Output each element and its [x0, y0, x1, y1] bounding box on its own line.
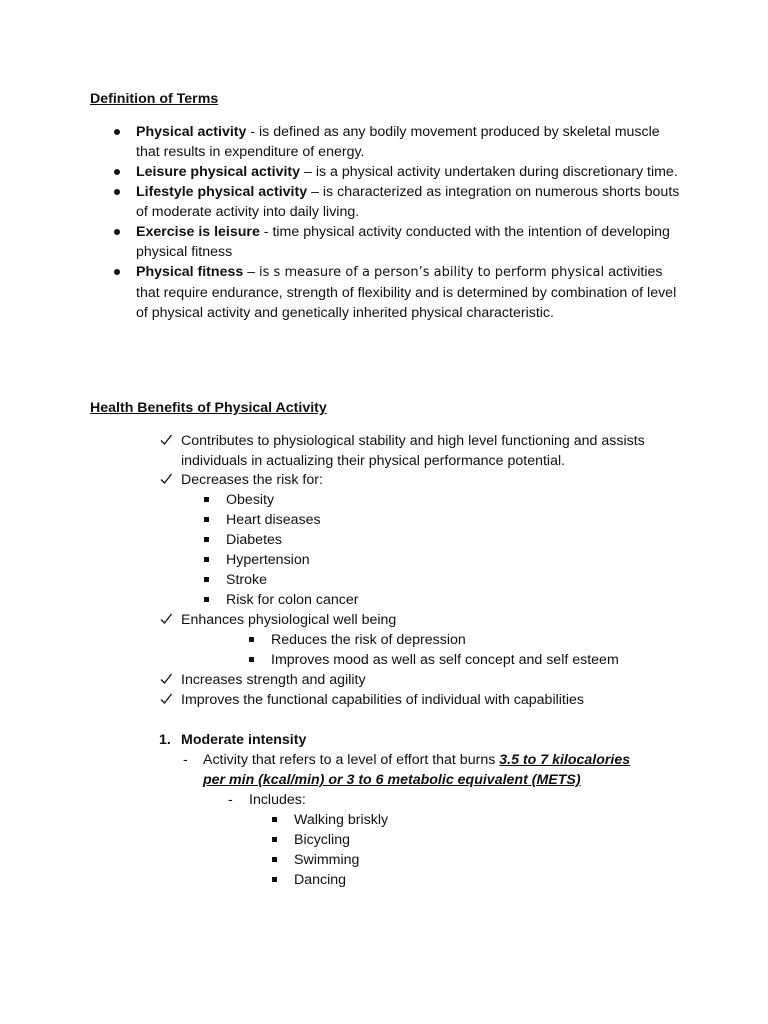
definition-term: Leisure physical activity: [136, 164, 301, 180]
benefit-text: Contributes to physiological stability and high level functioning and assists: [181, 433, 645, 449]
moderate-description: [203, 750, 630, 770]
definition-term: Physical fitness: [136, 264, 244, 280]
list-number: 1.: [159, 732, 171, 748]
square-bullet-icon: [272, 837, 277, 842]
dash-marker: -: [183, 752, 188, 768]
definition-item: [0, 182, 681, 222]
moderate-description-emphasis: 3.5 to 7 kilocalories: [499, 752, 631, 768]
example-item: Swimming: [294, 852, 360, 868]
bullet-icon: [114, 169, 120, 175]
bullet-icon: [114, 269, 120, 275]
square-bullet-icon: [204, 517, 209, 522]
risk-item: Stroke: [226, 572, 268, 588]
square-bullet-icon: [204, 557, 209, 562]
moderate-description-emphasis: per min (kcal/min) or 3 to 6 metabolic equivalent (METS): [203, 772, 581, 788]
definition-item: [0, 262, 681, 323]
definition-separator: -: [259, 224, 273, 240]
wellbeing-item: Improves mood as well as self concept and self esteem: [271, 652, 619, 668]
risk-item: Obesity: [226, 492, 275, 508]
definition-item: [0, 122, 681, 162]
definition-separator: –: [307, 184, 323, 200]
checkmark-icon: [159, 672, 173, 686]
section-title-moderate-intensity: Moderate intensity: [181, 732, 307, 748]
example-item: Bicycling: [294, 832, 350, 848]
wellbeing-item: Reduces the risk of depression: [271, 632, 466, 648]
benefit-text: Improves the functional capabilities of individual with capabilities: [181, 692, 584, 708]
checkmark-icon: [159, 612, 173, 626]
checkmark-icon: [159, 472, 173, 486]
definition-separator: –: [300, 164, 316, 180]
square-bullet-icon: [204, 577, 209, 582]
definition-separator: -: [246, 124, 260, 140]
definition-item: [0, 162, 681, 182]
heading-definition-of-terms: Definition of Terms: [90, 91, 219, 107]
includes-label: Includes:: [249, 792, 306, 808]
definition-text: is defined as any bodily movement produced by skeletal muscle that results in expenditure of energy.: [136, 124, 660, 160]
definitions-list: [0, 122, 768, 323]
square-bullet-icon: [272, 877, 277, 882]
definition-term: Exercise is leisure: [136, 224, 260, 240]
risk-item: Risk for colon cancer: [226, 592, 359, 608]
bullet-icon: [114, 229, 120, 235]
benefit-text: Enhances physiological well being: [181, 612, 397, 628]
benefit-text: Decreases the risk for:: [181, 472, 323, 488]
definition-text-alt: is s measure of a person’s ability to perform physical: [259, 265, 605, 280]
square-bullet-icon: [249, 637, 254, 642]
dash-marker: -: [228, 792, 233, 808]
risk-item: Heart diseases: [226, 512, 321, 528]
definition-term: Lifestyle physical activity: [136, 184, 308, 200]
benefit-text: Increases strength and agility: [181, 672, 366, 688]
bullet-icon: [114, 129, 120, 135]
definition-text: time physical activity conducted with the intention of developing physical fitness: [136, 224, 670, 260]
moderate-description-text: Activity that refers to a level of effort that burns: [203, 752, 500, 768]
definition-item: [0, 222, 681, 262]
square-bullet-icon: [249, 657, 254, 662]
square-bullet-icon: [204, 497, 209, 502]
square-bullet-icon: [272, 817, 277, 822]
definition-text: is a physical activity undertaken during discretionary time.: [315, 164, 678, 180]
risk-item: Hypertension: [226, 552, 310, 568]
square-bullet-icon: [272, 857, 277, 862]
square-bullet-icon: [204, 537, 209, 542]
example-item: Dancing: [294, 872, 347, 888]
checkmark-icon: [159, 433, 173, 447]
checkmark-icon: [159, 692, 173, 706]
definition-text: is characterized as integration on numerous shorts bouts of moderate activity into daily living.: [136, 184, 680, 220]
heading-health-benefits: Health Benefits of Physical Activity: [90, 400, 327, 416]
risk-item: Diabetes: [226, 532, 282, 548]
definition-term: Physical activity: [136, 124, 247, 140]
square-bullet-icon: [204, 597, 209, 602]
example-item: Walking briskly: [294, 812, 389, 828]
bullet-icon: [114, 189, 120, 195]
benefit-text-continued: individuals in actualizing their physical performance potential.: [181, 453, 566, 469]
definition-separator: –: [243, 264, 260, 280]
definition-text: activities that require endurance, strength of flexibility and is determined by combination of level of physical activity and genetically inherited physical characteristic.: [136, 264, 677, 321]
